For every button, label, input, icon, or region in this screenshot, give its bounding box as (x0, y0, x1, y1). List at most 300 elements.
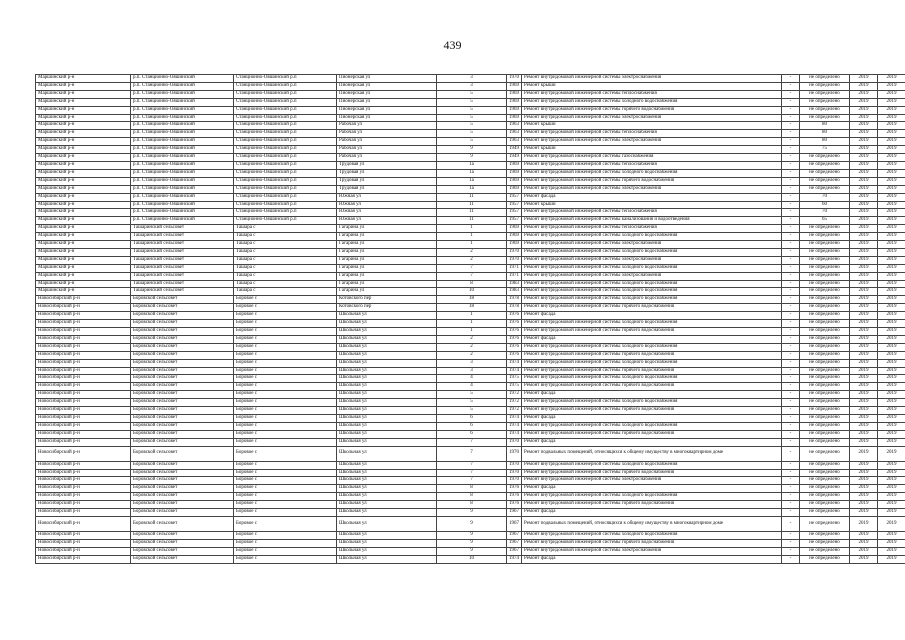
plan-year-start-cell: 2019 (850, 272, 878, 280)
work-type-cell: Ремонт внутридомовой инженерной системы горячего водоснабжения (522, 539, 782, 547)
house-number-cell: 1а (437, 161, 507, 169)
municipality-cell: р.п. Станционно-Ояшинский (131, 106, 234, 114)
settlement-cell: Станционно-Ояшинский р.п (234, 122, 337, 130)
cost-cell: не определено (800, 485, 850, 493)
year-built-cell: 1970 (507, 256, 522, 264)
district-cell: Маршинский р-н (36, 146, 131, 154)
district-cell: Новосибирский р-н (36, 335, 131, 343)
dash-cell: - (782, 493, 800, 501)
dash-cell: - (782, 177, 800, 185)
work-type-cell: Ремонт внутридомовой инженерной системы электроснабжения (522, 241, 782, 249)
district-cell: Маршинский р-н (36, 233, 131, 241)
house-number-cell: 10 (437, 555, 507, 563)
municipality-cell: р.п. Станционно-Ояшинский (131, 154, 234, 162)
table-row (36, 225, 905, 233)
settlement-cell: Боровое с (234, 555, 337, 563)
year-built-cell: 1974 (507, 359, 522, 367)
municipality-cell: р.п. Станционно-Ояшинский (131, 90, 234, 98)
plan-year-start-cell: 2019 (850, 312, 878, 320)
dash-cell: - (782, 399, 800, 407)
district-cell: Новосибирский р-н (36, 414, 131, 422)
district-cell: Новосибирский р-н (36, 493, 131, 501)
municipality-cell: Боровской сельсовет (131, 296, 234, 304)
settlement-cell: Боровое с (234, 493, 337, 501)
municipality-cell: Боровской сельсовет (131, 485, 234, 493)
plan-year-end-cell: 2019 (878, 414, 905, 422)
dash-cell: - (782, 328, 800, 336)
cost-cell: не определено (800, 328, 850, 336)
dash-cell: - (782, 555, 800, 563)
street-cell: Гагарина ул (337, 280, 437, 288)
work-type-cell: Ремонт фасада (522, 555, 782, 563)
year-built-cell: 1967 (507, 516, 522, 531)
year-built-cell: 1969 (507, 225, 522, 233)
municipality-cell: р.п. Станционно-Ояшинский (131, 185, 234, 193)
municipality-cell: Боровской сельсовет (131, 375, 234, 383)
cost-cell: не определено (800, 430, 850, 438)
plan-year-end-cell: 2019 (878, 201, 905, 209)
cost-cell: не определено (800, 264, 850, 272)
street-cell: Школьная ул (337, 516, 437, 531)
house-number-cell: 7 (437, 477, 507, 485)
street-cell: Школьная ул (337, 539, 437, 547)
house-number-cell: 9 (437, 547, 507, 555)
settlement-cell: Станционно-Ояшинский р.п (234, 90, 337, 98)
settlement-cell: Станционно-Ояшинский р.п (234, 217, 337, 225)
year-built-cell: 1969 (507, 185, 522, 193)
work-type-cell: Ремонт внутридомовой инженерной системы холодного водоснабжения (522, 399, 782, 407)
street-cell: Трудовая ул (337, 177, 437, 185)
street-cell: Рабочая ул (337, 122, 437, 130)
municipality-cell: Боровской сельсовет (131, 383, 234, 391)
settlement-cell: Боровое с (234, 516, 337, 531)
year-built-cell: 1976 (507, 312, 522, 320)
settlement-cell: Станционно-Ояшинский р.п (234, 169, 337, 177)
settlement-cell: Боровое с (234, 312, 337, 320)
plan-year-start-cell: 2019 (850, 209, 878, 217)
table-row (36, 146, 905, 154)
cost-cell: не определено (800, 106, 850, 114)
district-cell: Новосибирский р-н (36, 509, 131, 517)
municipality-cell: Боровской сельсовет (131, 320, 234, 328)
district-cell: Маршинский р-н (36, 154, 131, 162)
cost-cell: не определено (800, 493, 850, 501)
plan-year-start-cell: 2019 (850, 75, 878, 83)
house-number-cell: 5 (437, 407, 507, 415)
district-cell: Маршинский р-н (36, 264, 131, 272)
dash-cell: - (782, 106, 800, 114)
settlement-cell: Ташара с (234, 256, 337, 264)
plan-year-end-cell: 2019 (878, 264, 905, 272)
plan-year-start-cell: 2019 (850, 185, 878, 193)
plan-year-start-cell: 2019 (850, 414, 878, 422)
plan-year-start-cell: 2019 (850, 82, 878, 90)
plan-year-end-cell: 2019 (878, 248, 905, 256)
plan-year-start-cell: 2019 (850, 201, 878, 209)
district-cell: Маршинский р-н (36, 114, 131, 122)
work-type-cell: Ремонт внутридомовой инженерной системы холодного водоснабжения (522, 422, 782, 430)
cost-cell: не определено (800, 375, 850, 383)
table-row (36, 446, 905, 461)
street-cell: Школьная ул (337, 547, 437, 555)
settlement-cell: Станционно-Ояшинский р.п (234, 185, 337, 193)
cost-cell: не определено (800, 272, 850, 280)
plan-year-start-cell: 2019 (850, 304, 878, 312)
house-number-cell: 4 (437, 383, 507, 391)
municipality-cell: Боровской сельсовет (131, 359, 234, 367)
district-cell: Новосибирский р-н (36, 296, 131, 304)
work-type-cell: Ремонт фасада (522, 438, 782, 446)
year-built-cell: 1967 (507, 531, 522, 539)
street-cell: Школьная ул (337, 383, 437, 391)
settlement-cell: Боровое с (234, 477, 337, 485)
dash-cell: - (782, 154, 800, 162)
year-built-cell: 1978 (507, 296, 522, 304)
house-number-cell: 7 (437, 461, 507, 469)
house-number-cell: 3 (437, 75, 507, 83)
house-number-cell: 8 (437, 280, 507, 288)
year-built-cell: 1974 (507, 555, 522, 563)
table-row (36, 154, 905, 162)
house-number-cell: 1а (437, 185, 507, 193)
plan-year-start-cell: 2019 (850, 461, 878, 469)
table-row (36, 248, 905, 256)
municipality-cell: р.п. Станционно-Ояшинский (131, 98, 234, 106)
work-type-cell: Ремонт внутридомовой инженерной системы горячего водоснабжения (522, 177, 782, 185)
dash-cell: - (782, 90, 800, 98)
cost-cell: не определено (800, 233, 850, 241)
plan-year-end-cell: 2019 (878, 82, 905, 90)
plan-year-start-cell: 2019 (850, 485, 878, 493)
work-type-cell: Ремонт фасада (522, 335, 782, 343)
plan-year-end-cell: 2019 (878, 367, 905, 375)
settlement-cell: Ташара с (234, 241, 337, 249)
work-type-cell: Ремонт фасада (522, 312, 782, 320)
year-built-cell: 1963 (507, 122, 522, 130)
plan-year-start-cell: 2019 (850, 225, 878, 233)
year-built-cell: 1970 (507, 446, 522, 461)
table-row (36, 209, 905, 217)
district-cell: Маршинский р-н (36, 256, 131, 264)
street-cell: Школьная ул (337, 509, 437, 517)
municipality-cell: Боровской сельсовет (131, 531, 234, 539)
year-built-cell: 1949 (507, 146, 522, 154)
cost-cell: не определено (800, 547, 850, 555)
district-cell: Маршинский р-н (36, 248, 131, 256)
plan-year-end-cell: 2019 (878, 114, 905, 122)
plan-year-end-cell: 2019 (878, 531, 905, 539)
table-row (36, 547, 905, 555)
street-cell: Школьная ул (337, 469, 437, 477)
settlement-cell: Станционно-Ояшинский р.п (234, 114, 337, 122)
work-type-cell: Ремонт внутридомовой инженерной системы электроснабжения (522, 547, 782, 555)
work-type-cell: Ремонт внутридомовой инженерной системы электроснабжения (522, 272, 782, 280)
plan-year-end-cell: 2019 (878, 328, 905, 336)
street-cell: Школьная ул (337, 399, 437, 407)
table-row (36, 391, 905, 399)
table-row (36, 256, 905, 264)
house-number-cell: 9 (437, 539, 507, 547)
settlement-cell: Станционно-Ояшинский р.п (234, 82, 337, 90)
plan-year-start-cell: 2019 (850, 335, 878, 343)
plan-year-end-cell: 2019 (878, 399, 905, 407)
settlement-cell: Боровое с (234, 359, 337, 367)
plan-year-end-cell: 2019 (878, 256, 905, 264)
dash-cell: - (782, 304, 800, 312)
street-cell: Рабочая ул (337, 154, 437, 162)
dash-cell: - (782, 98, 800, 106)
house-number-cell: 5 (437, 106, 507, 114)
municipality-cell: Боровской сельсовет (131, 304, 234, 312)
cost-cell: не определено (800, 414, 850, 422)
plan-year-start-cell: 2019 (850, 90, 878, 98)
house-number-cell: 8 (437, 493, 507, 501)
table-row (36, 296, 905, 304)
dash-cell: - (782, 256, 800, 264)
dash-cell: - (782, 539, 800, 547)
plan-year-start-cell: 2019 (850, 446, 878, 461)
plan-year-end-cell: 2019 (878, 430, 905, 438)
year-built-cell: 1976 (507, 351, 522, 359)
work-type-cell: Ремонт внутридомовой инженерной системы горячего водоснабжения (522, 430, 782, 438)
plan-year-start-cell: 2019 (850, 555, 878, 563)
work-type-cell: Ремонт внутридомовой инженерной системы холодного водоснабжения (522, 375, 782, 383)
work-type-cell: Ремонт внутридомовой инженерной системы холодного водоснабжения (522, 280, 782, 288)
table-row (36, 320, 905, 328)
dash-cell: - (782, 75, 800, 83)
year-built-cell: 1976 (507, 485, 522, 493)
municipality-cell: Боровской сельсовет (131, 477, 234, 485)
dash-cell: - (782, 501, 800, 509)
municipality-cell: р.п. Станционно-Ояшинский (131, 75, 234, 83)
plan-year-end-cell: 2019 (878, 446, 905, 461)
district-cell: Новосибирский р-н (36, 343, 131, 351)
work-type-cell: Ремонт внутридомовой инженерной системы теплоснабжения (522, 209, 782, 217)
dash-cell: - (782, 335, 800, 343)
cost-cell: не определено (800, 75, 850, 83)
district-cell: Маршинский р-н (36, 209, 131, 217)
work-type-cell: Ремонт внутридомовой инженерной системы горячего водоснабжения (522, 469, 782, 477)
plan-year-end-cell: 2019 (878, 335, 905, 343)
district-cell: Маршинский р-н (36, 272, 131, 280)
settlement-cell: Боровое с (234, 351, 337, 359)
year-built-cell: 1970 (507, 248, 522, 256)
table-row (36, 288, 905, 296)
municipality-cell: р.п. Станционно-Ояшинский (131, 161, 234, 169)
settlement-cell: Ташара с (234, 288, 337, 296)
settlement-cell: Станционно-Ояшинский р.п (234, 154, 337, 162)
dash-cell: - (782, 272, 800, 280)
work-type-cell: Ремонт внутридомовой инженерной системы горячего водоснабжения (522, 106, 782, 114)
plan-year-start-cell: 2019 (850, 501, 878, 509)
table-row (36, 193, 905, 201)
work-type-cell: Ремонт внутридомовой инженерной системы холодного водоснабжения (522, 248, 782, 256)
cost-cell: не определено (800, 82, 850, 90)
house-number-cell: 11 (437, 209, 507, 217)
house-number-cell: 6 (437, 430, 507, 438)
cost-cell: 65 (800, 217, 850, 225)
district-cell: Новосибирский р-н (36, 531, 131, 539)
street-cell: Рабочая ул (337, 138, 437, 146)
work-type-cell: Ремонт крыши (522, 122, 782, 130)
plan-year-end-cell: 2019 (878, 509, 905, 517)
plan-year-start-cell: 2019 (850, 547, 878, 555)
plan-year-start-cell: 2019 (850, 138, 878, 146)
district-cell: Новосибирский р-н (36, 375, 131, 383)
plan-year-end-cell: 2019 (878, 359, 905, 367)
work-type-cell: Ремонт внутридомовой инженерной системы холодного водоснабжения (522, 493, 782, 501)
settlement-cell: Боровое с (234, 531, 337, 539)
house-number-cell: 11 (437, 193, 507, 201)
municipality-cell: р.п. Станционно-Ояшинский (131, 201, 234, 209)
plan-year-end-cell: 2019 (878, 130, 905, 138)
district-cell: Маршинский р-н (36, 177, 131, 185)
house-number-cell: 5 (437, 90, 507, 98)
plan-year-end-cell: 2019 (878, 351, 905, 359)
settlement-cell: Боровое с (234, 320, 337, 328)
settlement-cell: Станционно-Ояшинский р.п (234, 201, 337, 209)
street-cell: Школьная ул (337, 555, 437, 563)
district-cell: Маршинский р-н (36, 122, 131, 130)
plan-year-end-cell: 2019 (878, 461, 905, 469)
plan-year-end-cell: 2019 (878, 547, 905, 555)
plan-year-end-cell: 2019 (878, 312, 905, 320)
dash-cell: - (782, 509, 800, 517)
plan-year-start-cell: 2019 (850, 422, 878, 430)
district-cell: Новосибирский р-н (36, 516, 131, 531)
house-number-cell: 8 (437, 485, 507, 493)
street-cell: Школьная ул (337, 335, 437, 343)
table-row (36, 477, 905, 485)
table-row (36, 438, 905, 446)
street-cell: Школьная ул (337, 375, 437, 383)
dash-cell: - (782, 138, 800, 146)
plan-year-end-cell: 2019 (878, 438, 905, 446)
plan-year-start-cell: 2019 (850, 114, 878, 122)
municipality-cell: Ташаринский сельсовет (131, 264, 234, 272)
street-cell: Рабочая ул (337, 146, 437, 154)
plan-year-start-cell: 2019 (850, 256, 878, 264)
table-row (36, 430, 905, 438)
municipality-cell: Боровской сельсовет (131, 312, 234, 320)
dash-cell: - (782, 241, 800, 249)
dash-cell: - (782, 209, 800, 217)
year-built-cell: 1963 (507, 130, 522, 138)
dash-cell: - (782, 343, 800, 351)
cost-cell: не определено (800, 383, 850, 391)
house-number-cell: 5 (437, 114, 507, 122)
plan-year-end-cell: 2019 (878, 98, 905, 106)
dash-cell: - (782, 114, 800, 122)
plan-year-start-cell: 2019 (850, 193, 878, 201)
plan-year-start-cell: 2019 (850, 391, 878, 399)
table-body (36, 75, 905, 564)
house-number-cell: 18 (437, 304, 507, 312)
year-built-cell: 1974 (507, 422, 522, 430)
municipality-cell: Боровской сельсовет (131, 391, 234, 399)
plan-year-start-cell: 2019 (850, 130, 878, 138)
plan-year-end-cell: 2019 (878, 288, 905, 296)
plan-year-start-cell: 2019 (850, 359, 878, 367)
street-cell: Школьная ул (337, 328, 437, 336)
work-type-cell: Ремонт внутридомовой инженерной системы горячего водоснабжения (522, 501, 782, 509)
street-cell: Школьная ул (337, 422, 437, 430)
year-built-cell: 1969 (507, 233, 522, 241)
cost-cell: не определено (800, 320, 850, 328)
dash-cell: - (782, 351, 800, 359)
cost-cell: не определено (800, 422, 850, 430)
year-built-cell: 1974 (507, 414, 522, 422)
municipality-cell: Боровской сельсовет (131, 446, 234, 461)
house-number-cell: 5 (437, 122, 507, 130)
cost-cell: 80 (800, 122, 850, 130)
year-built-cell: 1983 (507, 288, 522, 296)
street-cell: Котовского пер (337, 296, 437, 304)
page-number: 439 (443, 38, 462, 52)
street-cell: Школьная ул (337, 367, 437, 375)
street-cell: Школьная ул (337, 461, 437, 469)
plan-year-end-cell: 2019 (878, 280, 905, 288)
district-cell: Новосибирский р-н (36, 430, 131, 438)
street-cell: Пионерская ул (337, 114, 437, 122)
plan-year-end-cell: 2019 (878, 407, 905, 415)
municipality-cell: Боровской сельсовет (131, 539, 234, 547)
municipality-cell: Боровской сельсовет (131, 351, 234, 359)
plan-year-start-cell: 2019 (850, 531, 878, 539)
cost-cell: не определено (800, 359, 850, 367)
work-type-cell: Ремонт подвальных помещений, относящихся к общему имуществу в многоквартирном доме (522, 516, 782, 531)
dash-cell: - (782, 312, 800, 320)
plan-year-start-cell: 2019 (850, 280, 878, 288)
cost-cell: не определено (800, 407, 850, 415)
year-built-cell: 1976 (507, 328, 522, 336)
year-built-cell: 1969 (507, 169, 522, 177)
year-built-cell: 1971 (507, 272, 522, 280)
settlement-cell: Боровое с (234, 414, 337, 422)
plan-year-end-cell: 2019 (878, 320, 905, 328)
plan-year-start-cell: 2019 (850, 146, 878, 154)
year-built-cell: 1969 (507, 98, 522, 106)
street-cell: Гагарина ул (337, 264, 437, 272)
plan-year-end-cell: 2019 (878, 233, 905, 241)
municipality-cell: р.п. Станционно-Ояшинский (131, 146, 234, 154)
plan-year-start-cell: 2019 (850, 264, 878, 272)
plan-year-start-cell: 2019 (850, 296, 878, 304)
district-cell: Новосибирский р-н (36, 320, 131, 328)
work-type-cell: Ремонт внутридомовой инженерной системы холодного водоснабжения (522, 296, 782, 304)
plan-year-end-cell: 2019 (878, 477, 905, 485)
work-type-cell: Ремонт внутридомовой инженерной системы теплоснабжения (522, 90, 782, 98)
settlement-cell: Боровое с (234, 335, 337, 343)
dash-cell: - (782, 264, 800, 272)
municipality-cell: Боровской сельсовет (131, 555, 234, 563)
work-type-cell: Ремонт фасада (522, 391, 782, 399)
municipality-cell: Боровской сельсовет (131, 414, 234, 422)
municipality-cell: Ташаринский сельсовет (131, 233, 234, 241)
district-cell: Маршинский р-н (36, 161, 131, 169)
municipality-cell: Боровской сельсовет (131, 335, 234, 343)
plan-year-start-cell: 2019 (850, 241, 878, 249)
year-built-cell: 1974 (507, 367, 522, 375)
plan-year-end-cell: 2019 (878, 161, 905, 169)
cost-cell: не определено (800, 296, 850, 304)
year-built-cell: 1969 (507, 114, 522, 122)
dash-cell: - (782, 288, 800, 296)
plan-year-start-cell: 2019 (850, 106, 878, 114)
table-row (36, 359, 905, 367)
district-cell: Маршинский р-н (36, 225, 131, 233)
dash-cell: - (782, 485, 800, 493)
